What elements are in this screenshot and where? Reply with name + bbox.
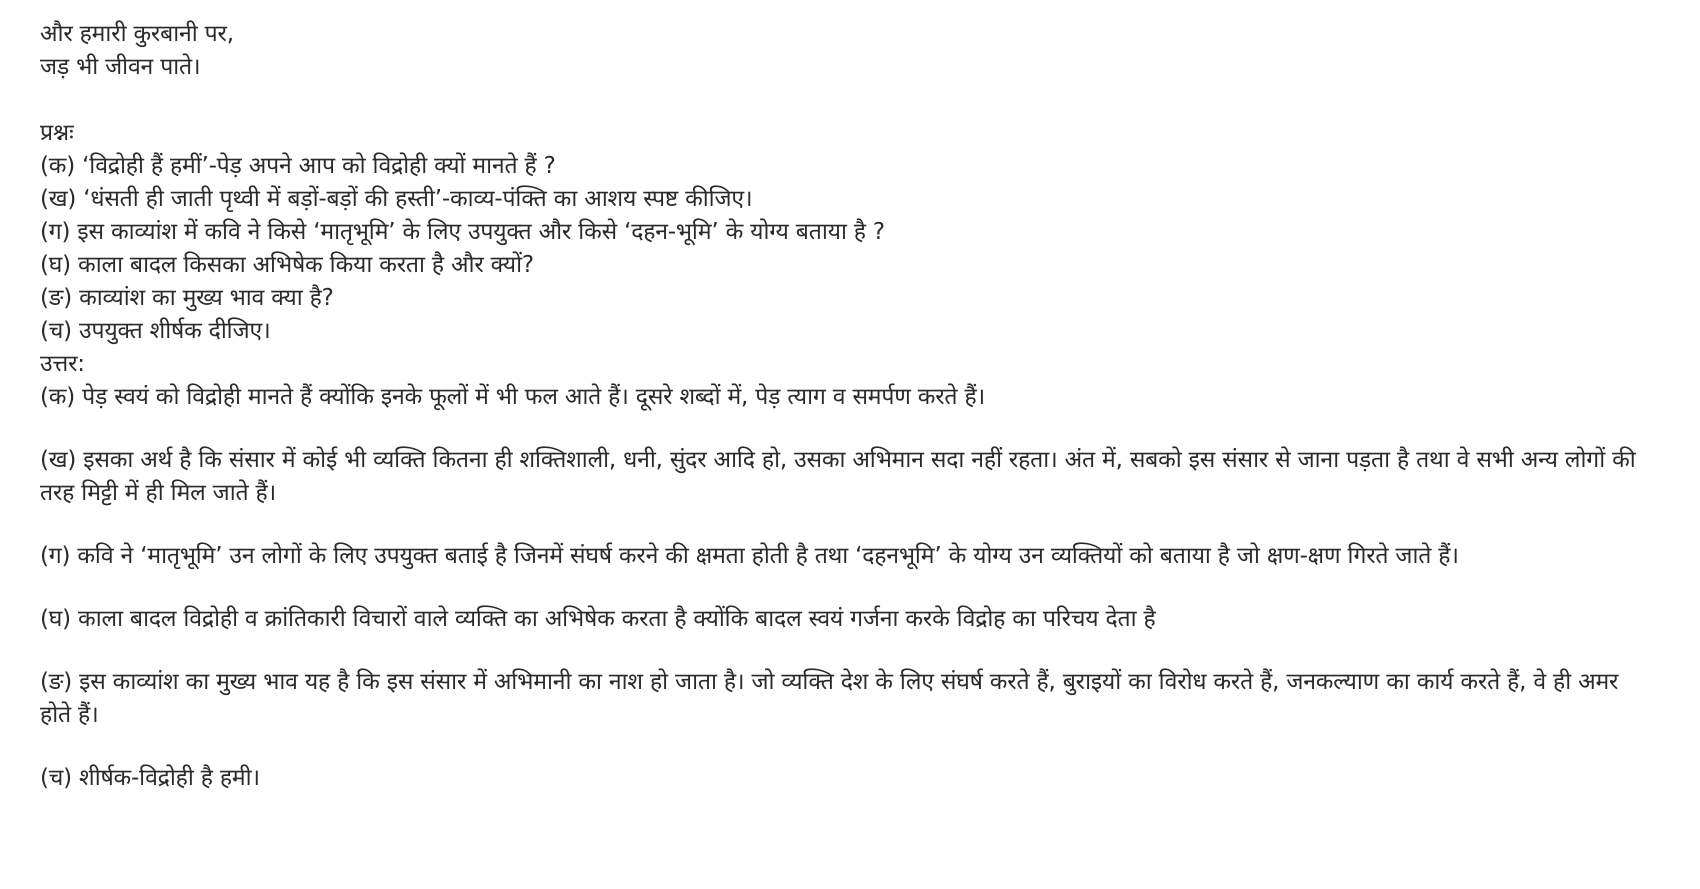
document-body [40, 18, 1680, 795]
question-item: (च) उपयुक्त शीर्षक दीजिए। [40, 318, 271, 344]
answer-item: (ग) कवि ने ‘मातृभूमि’ उन लोगों के लिए उपयुक्त बताई है जिनमें संघर्ष करने की क्षमता होती है तथा ‘दहनभूमि’ के योग्य उन व्यक्तियों को बताया है जो क्षण-क्षण गिरते जाते हैं। [40, 543, 1459, 569]
question-item: (क) ‘विद्रोही हैं हमीं’-पेड़ अपने आप को विद्रोही क्यों मानते हैं ? [40, 153, 556, 179]
poem-line: और हमारी कुरबानी पर, [40, 21, 234, 47]
answer-item: (क) पेड़ स्वयं को विद्रोही मानते हैं क्योंकि इनके फूलों में भी फल आते हैं। दूसरे शब्दों में, पेड़ त्याग व समर्पण करते हैं। [40, 384, 985, 410]
answers-heading: उत्तर: [40, 351, 85, 377]
poem-line: जड़ भी जीवन पाते। [40, 54, 201, 80]
questions-heading: प्रश्नः [40, 120, 74, 146]
question-item: (ग) इस काव्यांश में कवि ने किसे ‘मातृभूमि’ के लिए उपयुक्त और किसे ‘दहन-भूमि’ के योग्य बताया है ? [40, 219, 885, 245]
question-item: (घ) काला बादल किसका अभिषेक किया करता है और क्यों? [40, 252, 534, 278]
answer-item: (ख) इसका अर्थ है कि संसार में कोई भी व्यक्ति कितना ही शक्तिशाली, धनी, सुंदर आदि हो, उसका अभिमान सदा नहीं रहता। अंत में, सबको इस संसार से जाना पड़ता है तथा वे सभी अन्य लोगों की तरह मिट्टी में ही मिल जाते हैं। [40, 447, 1636, 506]
answer-item: (ङ) इस काव्यांश का मुख्य भाव यह है कि इस संसार में अभिमानी का नाश हो जाता है। जो व्यक्ति देश के लिए संघर्ष करते हैं, बुराइयों का विरोध करते हैं, जनकल्याण का कार्य करते हैं, वे ही अमर होते हैं। [40, 669, 1619, 728]
answer-item: (घ) काला बादल विद्रोही व क्रांतिकारी विचारों वाले व्यक्ति का अभिषेक करता है क्योंकि बादल स्वयं गर्जना करके विद्रोह का परिचय देता है [40, 606, 1156, 632]
question-item: (ङ) काव्यांश का मुख्य भाव क्या है? [40, 285, 334, 311]
answer-item: (च) शीर्षक-विद्रोही है हमी। [40, 765, 260, 791]
question-item: (ख) ‘धंसती ही जाती पृथ्वी में बड़ों-बड़ों की हस्ती’-काव्य-पंक्ति का आशय स्पष्ट कीजिए। [40, 186, 753, 212]
